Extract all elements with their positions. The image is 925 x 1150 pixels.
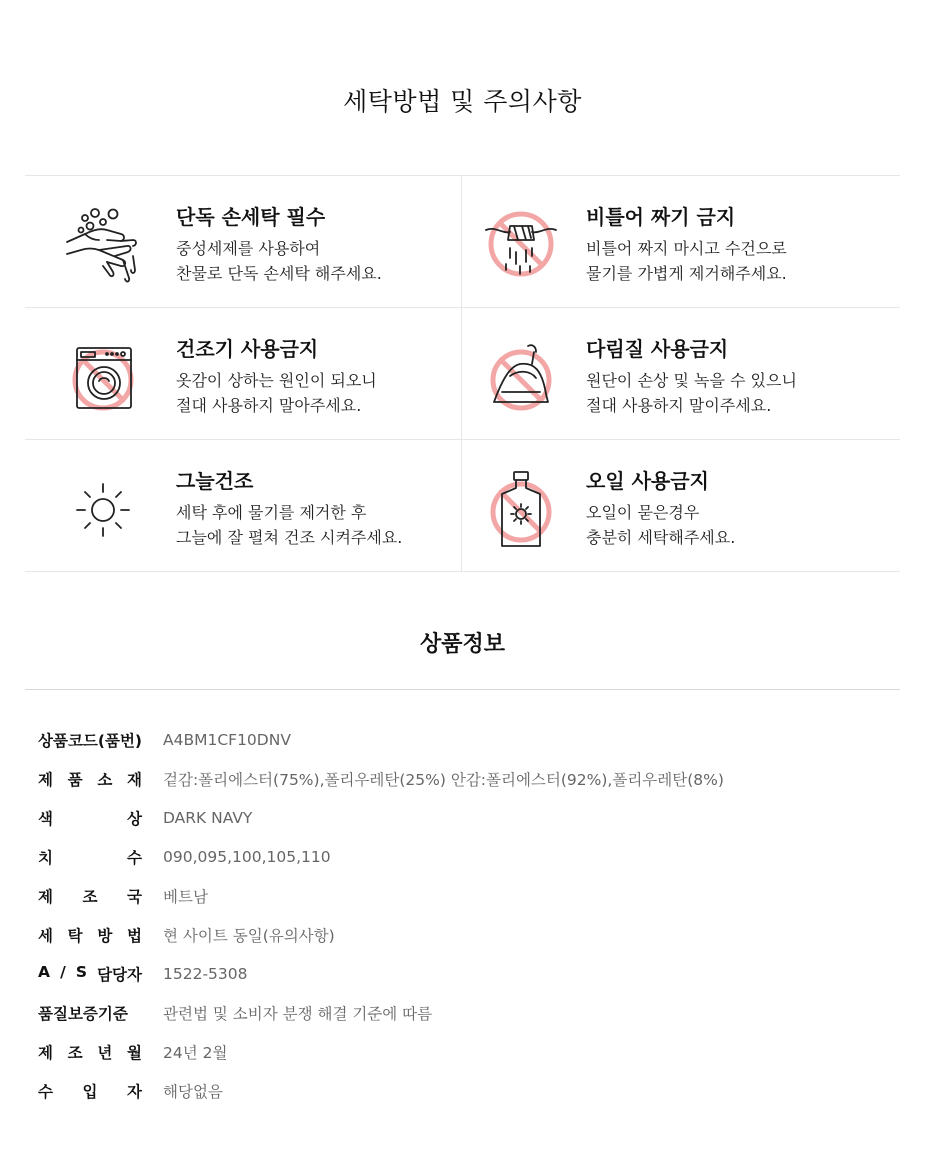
product-info-title: 상품정보 [419, 632, 505, 657]
care-item-desc-line2: 찬물로 단독 손세탁 해주세요. [176, 264, 382, 283]
care-item-heading: 단독 손세탁 필수 [176, 205, 326, 229]
info-label: A / S 담당자 [38, 962, 142, 984]
care-item-heading: 다림질 사용금지 [586, 337, 729, 361]
care-item-desc-line1: 원단이 손상 및 녹을 수 있으니 [586, 371, 797, 390]
info-row-product-code [38, 720, 724, 759]
care-item-heading: 오일 사용금지 [586, 469, 709, 493]
info-label: 상품코드(품번) [38, 731, 143, 750]
info-label: 품질보증기준 [38, 1004, 128, 1023]
info-label: 제 품 소 재 [38, 770, 142, 789]
info-label: 제 조 년 월 [38, 1043, 142, 1062]
info-row-size [38, 837, 724, 876]
info-label: 색 상 [38, 809, 142, 828]
info-row-warranty [38, 993, 724, 1032]
no-iron-icon [480, 336, 562, 418]
info-value: 090,095,100,105,110 [163, 847, 331, 866]
care-item-shade-dry [25, 440, 462, 572]
care-item-heading: 그늘건조 [176, 469, 254, 493]
divider [25, 689, 900, 690]
care-item-desc-line2: 절대 사용하지 말아주세요. [176, 396, 362, 415]
info-label: 수 입 자 [38, 1082, 142, 1101]
info-value: DARK NAVY [163, 808, 253, 827]
info-value: 겉감:폴리에스터(75%),폴리우레탄(25%) 안감:폴리에스터(92%),폴리우레탄(8%) [163, 770, 724, 789]
care-item-hand-wash [25, 176, 462, 308]
care-item-no-wring [462, 176, 900, 308]
care-item-desc-line2: 충분히 세탁해주세요. [586, 528, 736, 547]
no-dryer-icon [63, 336, 145, 418]
care-item-no-oil [462, 440, 900, 572]
info-row-importer [38, 1071, 724, 1110]
info-row-material [38, 759, 724, 798]
info-value: 관련법 및 소비자 분쟁 해결 기준에 따름 [163, 1004, 433, 1023]
info-row-as-contact [38, 954, 724, 993]
care-item-no-dryer [25, 308, 462, 440]
care-item-desc-line2: 절대 사용하지 말이주세요. [586, 396, 772, 415]
care-item-desc-line2: 그늘에 잘 펼쳐 건조 시켜주세요. [176, 528, 403, 547]
care-item-desc-line1: 옷감이 상하는 원인이 되오니 [176, 371, 377, 390]
no-oil-icon [480, 468, 562, 550]
care-item-heading: 건조기 사용금지 [176, 337, 319, 361]
info-row-country [38, 876, 724, 915]
care-item-desc-line1: 세탁 후에 물기를 제거한 후 [176, 503, 367, 522]
info-row-color [38, 798, 724, 837]
product-info-table [38, 720, 724, 1110]
info-value: 1522-5308 [163, 964, 248, 983]
care-item-no-iron [462, 308, 900, 440]
no-wring-icon [480, 204, 562, 286]
info-value: 베트남 [163, 887, 208, 906]
info-value: 해당없음 [163, 1082, 223, 1101]
info-label: 치 수 [38, 848, 142, 867]
info-label: 세 탁 방 법 [38, 926, 142, 945]
info-value: 24년 2월 [163, 1043, 228, 1062]
care-item-heading: 비틀어 짜기 금지 [586, 205, 736, 229]
care-instructions-grid [25, 175, 900, 572]
hand-wash-icon [63, 204, 145, 286]
info-value: 현 사이트 동일(유의사항) [163, 926, 335, 945]
info-row-washing [38, 915, 724, 954]
info-row-manufacture-date [38, 1032, 724, 1071]
care-item-desc-line1: 비틀어 짜지 마시고 수건으로 [586, 239, 787, 258]
care-item-desc-line2: 물기를 가볍게 제거해주세요. [586, 264, 787, 283]
info-label: 제 조 국 [38, 887, 142, 906]
care-section-title: 세탁방법 및 주의사항 [343, 87, 582, 116]
care-item-desc-line1: 오일이 묻은경우 [586, 503, 700, 522]
sun-icon [63, 468, 145, 550]
info-value: A4BM1CF10DNV [163, 730, 291, 749]
care-item-desc-line1: 중성세제를 사용하여 [176, 239, 321, 258]
